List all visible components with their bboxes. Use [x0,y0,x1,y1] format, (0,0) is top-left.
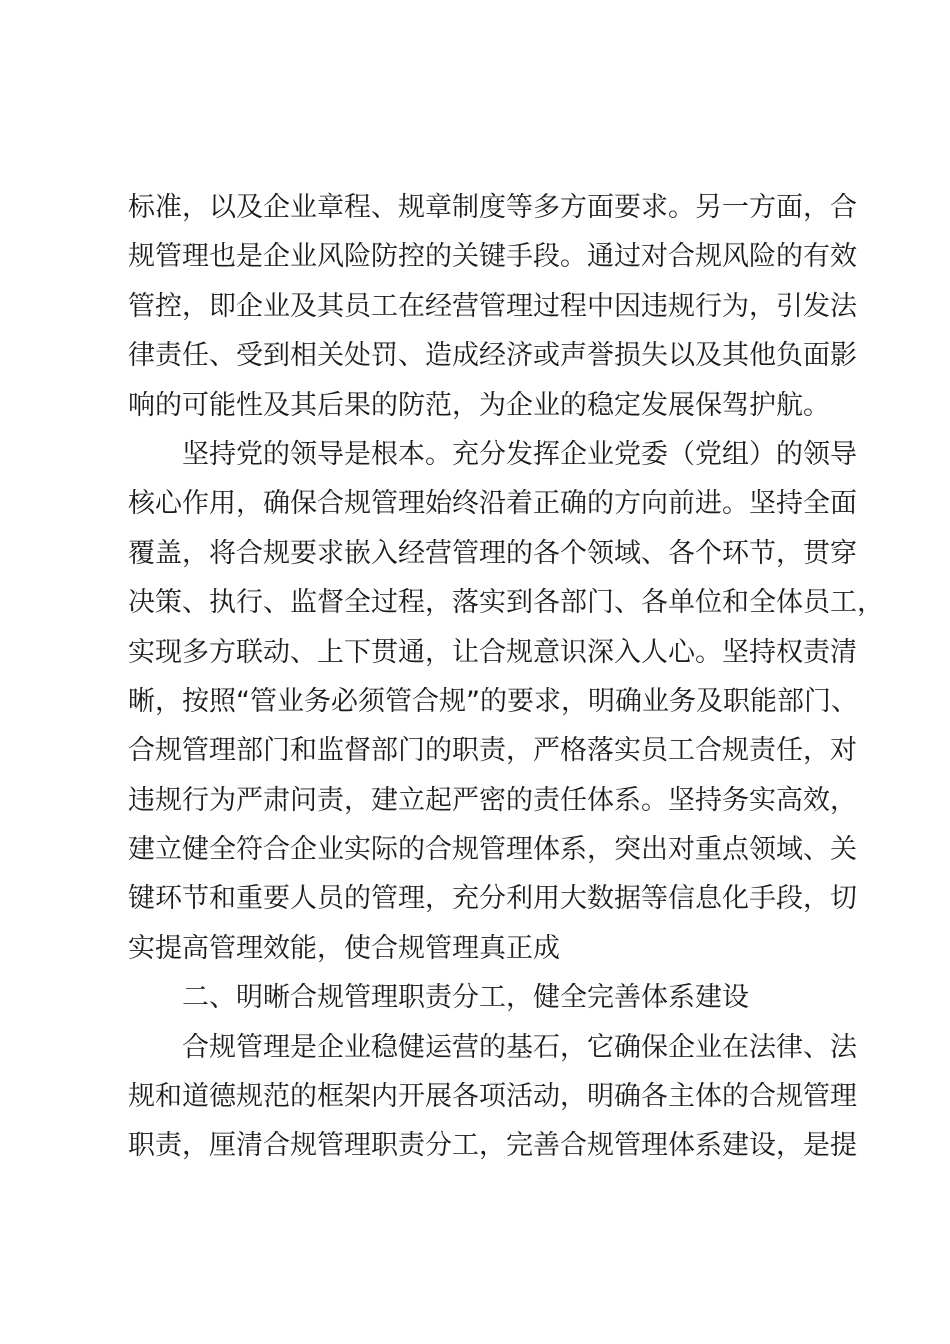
text-line: 违规行为严肃问责，建立起严密的责任体系。坚持务实高效， [128,784,857,816]
text-line: 实现多方联动、上下贯通，让合规意识深入人心。坚持权责清 [128,636,857,668]
text-line: 标准，以及企业章程、规章制度等多方面要求。另一方面，合 [128,192,857,223]
text-line: 晰，按照“管业务必须管合规”的要求，明确业务及职能部门、 [128,685,858,717]
text-line: 实提高管理效能，使合规管理真正成 [128,932,560,964]
text-line: 决策、执行、监督全过程，落实到各部门、各单位和全体员工， [128,587,884,619]
text-line: 覆盖，将合规要求嵌入经营管理的各个领域、各个环节，贯穿 [128,537,857,569]
text-line: 律责任、受到相关处罚、造成经济或声誉损失以及其他负面影 [128,340,857,372]
text-line: 合规管理是企业稳健运营的基石，它确保企业在法律、法 [182,1031,857,1063]
text-line: 规和道德规范的框架内开展各项活动，明确各主体的合规管理 [128,1081,857,1113]
section-heading: 二、明晰合规管理职责分工，健全完善体系建设 [182,982,749,1014]
text-line: 职责，厘清合规管理职责分工，完善合规管理体系建设，是提 [128,1130,857,1162]
text-line: 响的可能性及其后果的防范，为企业的稳定发展保驾护航。 [128,389,830,421]
text-line: 核心作用，确保合规管理始终沿着正确的方向前进。坚持全面 [128,488,857,520]
text-line: 规管理也是企业风险防控的关键手段。通过对合规风险的有效 [128,241,857,273]
text-line: 建立健全符合企业实际的合规管理体系，突出对重点领域、关 [128,834,857,866]
text-line: 管控，即企业及其员工在经营管理过程中因违规行为，引发法 [128,290,857,322]
body-text [128,183,884,1171]
text-line: 合规管理部门和监督部门的职责，严格落实员工合规责任，对 [128,735,857,767]
text-line: 坚持党的领导是根本。充分发挥企业党委（党组）的领导 [182,438,857,470]
text-line: 键环节和重要人员的管理，充分利用大数据等信息化手段，切 [128,883,857,915]
